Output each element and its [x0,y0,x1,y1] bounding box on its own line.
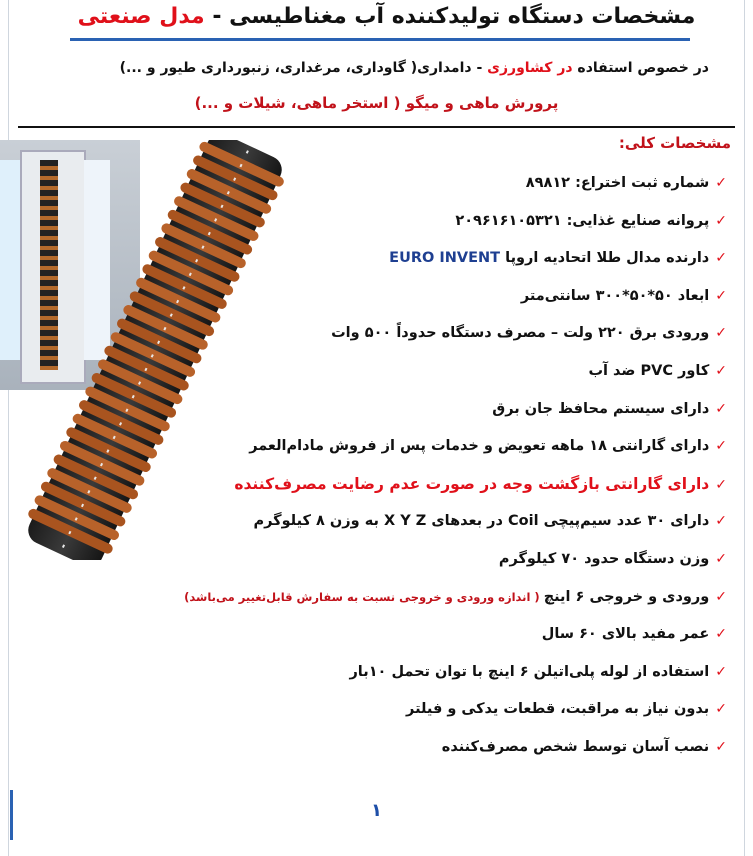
check-icon: ✓ [715,513,727,530]
spec-item [184,579,727,617]
check-icon: ✓ [715,175,727,191]
spec-item-highlight [184,466,727,504]
spec-item [184,654,727,692]
spec-text: وزن دستگاه حدود ۷۰ کیلوگرم [498,550,710,567]
spec-text: ورودی و خروجی ۶ اینچ [543,588,710,605]
page-number: ۱ [371,800,382,821]
spec-text: بدون نیاز به مراقبت، قطعات یدکی و فیلتر [406,701,710,718]
spec-item [184,391,727,429]
spec-item [184,240,727,278]
specs-heading: مشخصات کلی: [618,134,731,152]
usage-line-2: پرورش ماهی و میگو ( استخر ماهی، شیلات و ...) [194,94,559,112]
check-icon: ✓ [715,325,727,342]
check-icon: ✓ [715,250,727,267]
check-icon: ✓ [715,287,727,304]
check-icon: ✓ [715,738,727,755]
check-icon: ✓ [715,626,727,643]
spec-item [184,541,727,579]
page-title [60,4,713,29]
spec-item [184,278,727,316]
check-icon: ✓ [715,588,727,605]
euro-invent-label: EURO INVENT [389,250,501,267]
spec-item [184,503,727,541]
spec-text: شماره ثبت اختراع: ۸۹۸۱۲ [525,175,710,191]
spec-text: کاور PVC ضد آب [588,362,710,379]
title-main: مشخصات دستگاه تولیدکننده آب مغناطیسی - [204,4,696,29]
usage-line [120,60,709,76]
check-icon: ✓ [715,663,727,680]
usage-field: کشاورزی [487,60,558,76]
spec-text: دارای سیستم محافظ جان برق [492,400,710,417]
spec-text: استفاده از لوله پلی‌اتیلن ۶ اینچ با توان تحمل ۱۰بار [349,663,710,680]
usage-prefix: در خصوص استفاده [572,60,709,76]
usage-rest: - دامداری( گاوداری، مرغداری، زنبورداری طیور و ...) [119,60,488,76]
spec-text: دارنده مدال طلا اتحادیه اروپا [505,250,710,267]
check-icon: ✓ [715,701,727,718]
spec-text: نصب آسان توسط شخص مصرف‌کننده [441,738,710,755]
spec-item [184,428,727,466]
divider [18,126,735,128]
usage-in: در [557,60,573,76]
check-icon: ✓ [715,212,727,229]
spec-item [184,165,727,203]
check-icon: ✓ [715,438,727,455]
spec-list [184,165,727,767]
title-underline [70,38,690,41]
spec-text: عمر مفید بالای ۶۰ سال [541,626,710,643]
spec-text: ورودی برق ۲۲۰ ولت – مصرف دستگاه حدوداً ۵۰۰ وات [331,325,710,342]
spec-text: پروانه صنایع غذایی: ۲۰۹۶۱۶۱۰۵۳۲۱ [455,212,710,229]
spec-item [184,691,727,729]
title-model: مدل صنعتی [77,4,205,29]
spec-item [184,729,727,767]
size-note: ( اندازه ورودی و خروجی نسبت به سفارش قابل‌تغییر می‌باشد) [184,589,544,604]
spec-item [184,353,727,391]
spec-item [184,315,727,353]
spec-text: ابعاد ۵۰*۵۰*۳۰۰ سانتی‌متر [520,287,710,304]
spec-text: دارای ۳۰ عدد سیم‌پیچی Coil در بعدهای X Y Z به وزن ۸ کیلوگرم [253,513,710,530]
spec-text: دارای گارانتی بازگشت وجه در صورت عدم رضایت مصرف‌کننده [234,474,710,493]
check-icon: ✓ [715,476,727,493]
check-icon: ✓ [715,400,727,417]
spec-item [184,203,727,241]
spec-item [184,616,727,654]
check-icon: ✓ [715,362,727,379]
spec-text: دارای گارانتی ۱۸ ماهه تعویض و خدمات پس از فروش مادام‌العمر [249,438,710,455]
check-icon: ✓ [715,550,727,567]
